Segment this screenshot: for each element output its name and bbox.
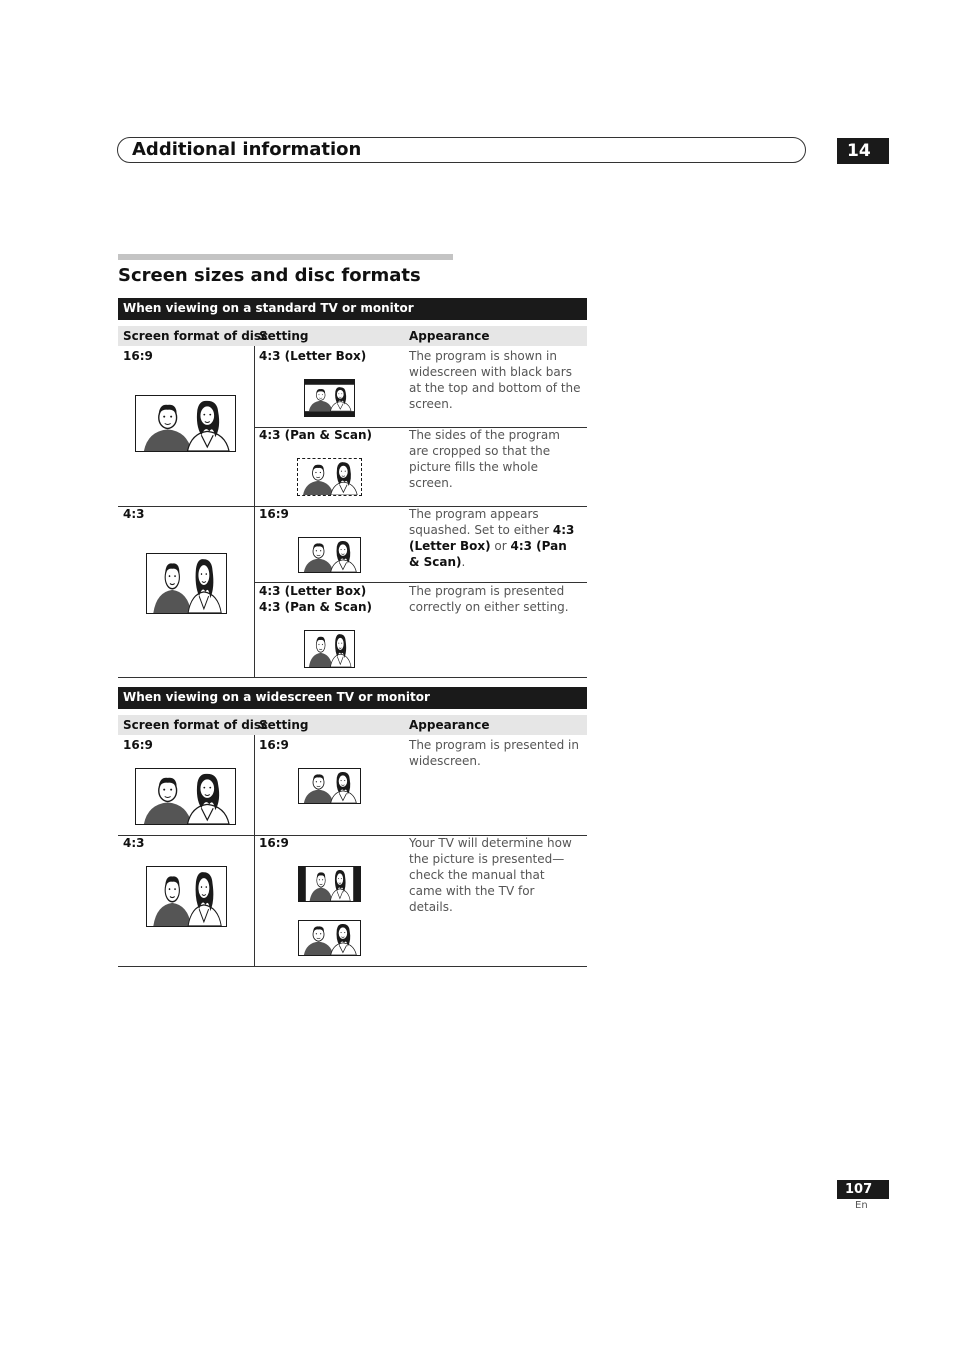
disc-format-label: 16:9 xyxy=(123,349,153,363)
appearance-text: The program is presented in widescreen. xyxy=(409,738,579,768)
appearance-text: The program is shown in widescreen with black bars at the top and bottom of the screen. xyxy=(409,349,581,411)
appearance-text: Your TV will determine how the picture is presented—check the manual that came with the TV for details. xyxy=(409,836,572,914)
widescreen-tv-banner: When viewing on a widescreen TV or monitor xyxy=(118,687,587,709)
setting-label: 16:9 xyxy=(259,507,289,521)
setting-label: 16:9 xyxy=(259,836,289,850)
setting-label: 4:3 (Pan & Scan) xyxy=(259,428,372,442)
column-divider xyxy=(254,735,255,966)
disc-format-label: 4:3 xyxy=(123,836,145,850)
setting-label: 4:3 (Letter Box) 4:3 (Pan & Scan) xyxy=(259,584,372,614)
couple-picture-icon xyxy=(304,379,355,417)
header-appearance: Appearance xyxy=(409,329,490,343)
header-format: Screen format of disc xyxy=(123,718,269,732)
table-bottom-rule xyxy=(118,966,587,967)
widescreen-table-header xyxy=(118,715,587,735)
couple-picture-icon xyxy=(135,395,236,452)
appearance-text: The program is presented correctly on either setting. xyxy=(409,584,569,614)
couple-picture-icon xyxy=(297,458,362,496)
disc-format-label: 16:9 xyxy=(123,738,153,752)
couple-picture-icon xyxy=(146,866,227,927)
setting-label: 16:9 xyxy=(259,738,289,752)
couple-picture-icon xyxy=(298,866,361,902)
chapter-number-badge: 14 xyxy=(837,138,889,164)
setting-label: 4:3 (Letter Box) xyxy=(259,349,367,363)
disc-format-label: 4:3 xyxy=(123,507,145,521)
couple-picture-icon xyxy=(304,630,355,668)
couple-picture-icon xyxy=(298,537,361,573)
page-number: 107 xyxy=(837,1180,889,1199)
header-format: Screen format of disc xyxy=(123,329,269,343)
header-appearance: Appearance xyxy=(409,718,490,732)
section-title: Screen sizes and disc formats xyxy=(118,265,421,286)
table-bottom-rule xyxy=(118,677,587,678)
couple-picture-icon xyxy=(135,768,236,825)
appearance-text: The sides of the program are cropped so that the picture fills the whole screen. xyxy=(409,428,560,490)
column-divider xyxy=(254,346,255,677)
header-setting: Setting xyxy=(259,329,309,343)
page-language: En xyxy=(855,1200,868,1211)
section-rule xyxy=(118,254,453,260)
standard-tv-banner: When viewing on a standard TV or monitor xyxy=(118,298,587,320)
couple-picture-icon xyxy=(298,768,361,804)
chapter-title: Additional information xyxy=(132,139,362,160)
couple-picture-icon xyxy=(146,553,227,614)
couple-picture-icon xyxy=(298,920,361,956)
header-setting: Setting xyxy=(259,718,309,732)
standard-table-header xyxy=(118,326,587,346)
appearance-text: The program appears squashed. Set to either 4:3 (Letter Box) or 4:3 (Pan & Scan). xyxy=(409,507,575,569)
